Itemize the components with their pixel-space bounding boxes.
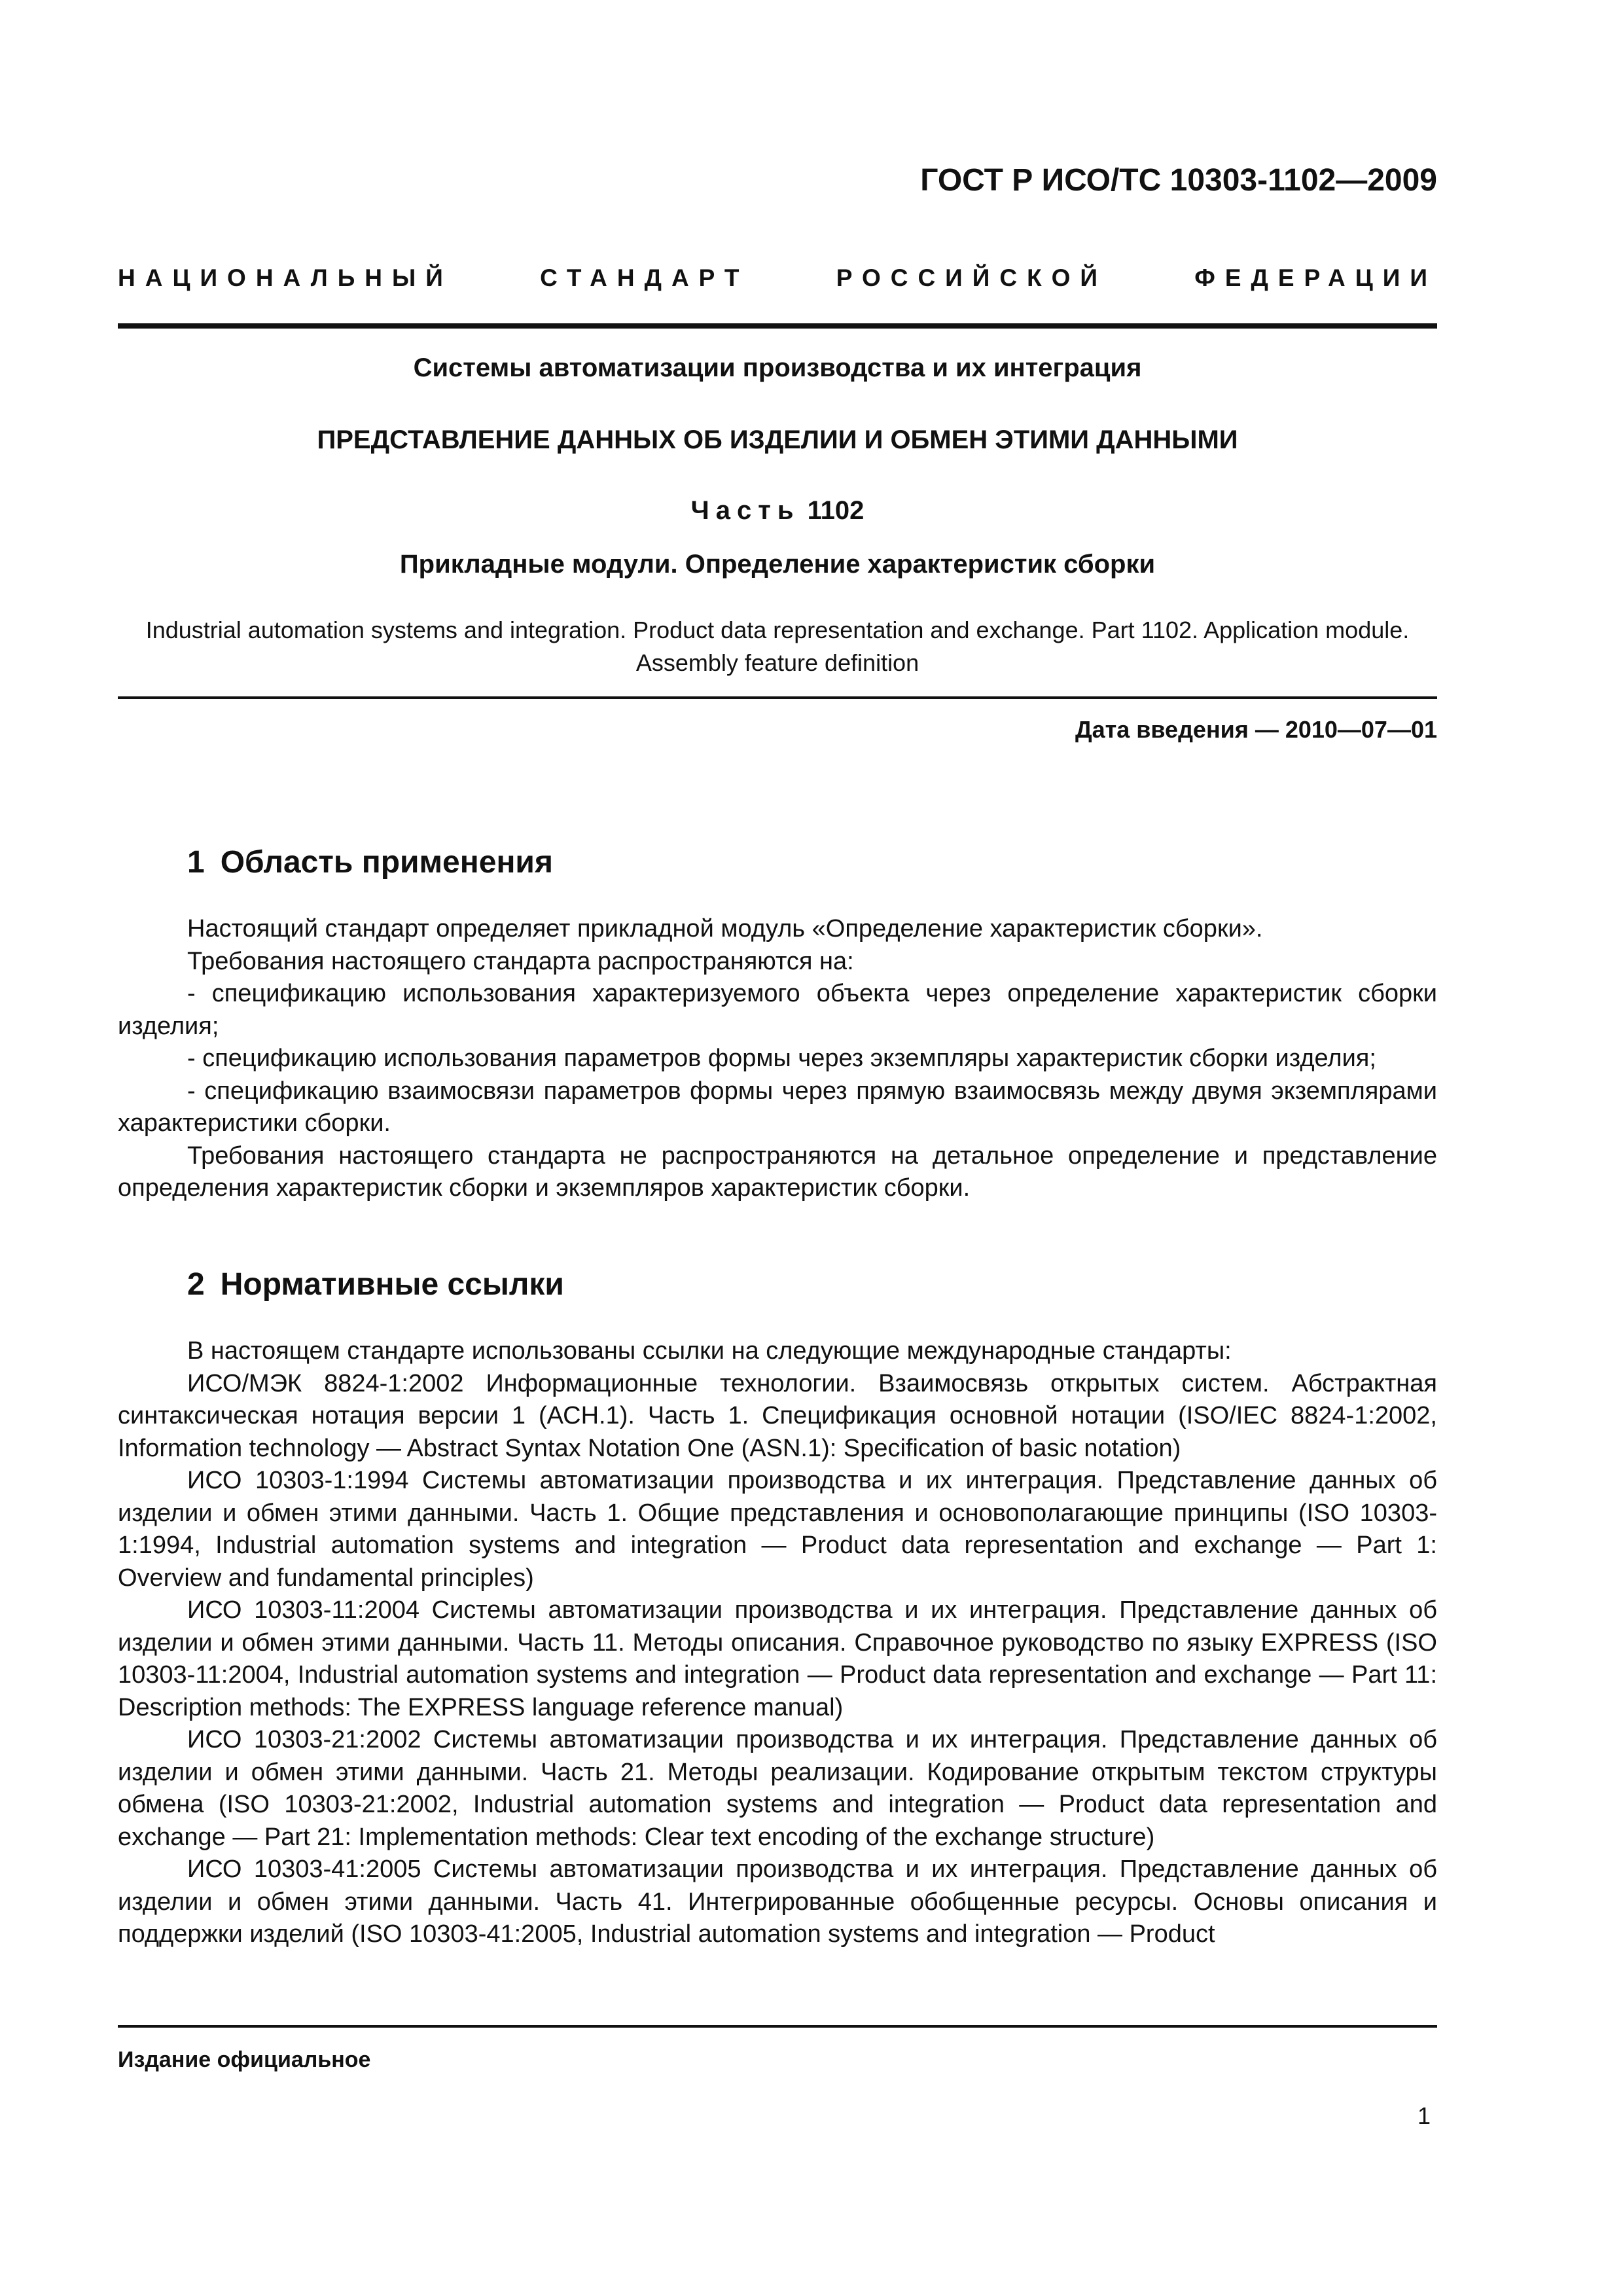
- section-1-heading: [187, 844, 553, 880]
- section-number: 2: [187, 1267, 205, 1302]
- english-title-line-1: Industrial automation systems and integration. Product data representation and exchange. Part 1102. Application module.: [145, 617, 1410, 643]
- paragraph: ИСО/МЭК 8824-1:2002 Информационные технологии. Взаимосвязь открытых систем. Абстрактная синтаксическая нотация версии 1 (АСН.1). Часть 1. Спецификация основной нотации (ISO/IEC 8824-1:2002, Information technology — Abstract Syntax Notation One (ASN.1): Specification of basic notation): [118, 1369, 1437, 1462]
- section-title: Область применения: [220, 845, 553, 880]
- banner-word: РОССИЙСКОЙ: [836, 264, 1108, 291]
- paragraph: ИСО 10303-21:2002 Системы автоматизации производства и их интеграция. Представление данных об изделии и обмен этими данными. Часть 21. Методы реализации. Кодирование открытым текстом структуры обмена (ISO 10303-21:2002, Industrial automation systems and integration — Product data representation and exchange — Part 21: Implementation methods: Clear text encoding of the exchange structure): [118, 1726, 1437, 1851]
- footer-rule: [118, 2025, 1437, 2028]
- title-part: [118, 496, 1437, 526]
- banner-word: ФЕДЕРАЦИИ: [1194, 264, 1437, 291]
- paragraph: - спецификацию использования параметров формы через экземпляры характеристик сборки изделия;: [187, 1045, 1376, 1072]
- national-standard-banner: [118, 264, 1437, 292]
- title-line-2: ПРЕДСТАВЛЕНИЕ ДАННЫХ ОБ ИЗДЕЛИИ И ОБМЕН ЭТИМИ ДАННЫМИ: [317, 425, 1238, 454]
- paragraph: Требования настоящего стандарта распространяются на:: [187, 947, 854, 975]
- paragraph: Настоящий стандарт определяет прикладной модуль «Определение характеристик сборки».: [187, 915, 1263, 942]
- section-number: 1: [187, 845, 205, 880]
- edition-label: Издание официальное: [118, 2047, 371, 2072]
- introduction-date: Дата введения — 2010—07—01: [1075, 716, 1437, 743]
- section-2-heading: [187, 1266, 564, 1302]
- paragraph: В настоящем стандарте использованы ссылки на следующие международные стандарты:: [187, 1337, 1232, 1365]
- banner-word: НАЦИОНАЛЬНЫЙ: [118, 264, 453, 291]
- document-page: [118, 0, 1437, 2296]
- section-2-body: [118, 1335, 1437, 1951]
- header-rule: [118, 323, 1437, 329]
- document-number: ГОСТ Р ИСО/ТС 10303-1102—2009: [920, 163, 1437, 198]
- paragraph: ИСО 10303-1:1994 Системы автоматизации производства и их интеграция. Представление данных об изделии и обмен этими данными. Часть 1. Общие представления и основополагающие принципы (ISO 10303-1:1994, Industrial automation systems and integration — Product data representation and exchange — Part 1: Overview and fundamental principles): [118, 1467, 1437, 1592]
- section-title: Нормативные ссылки: [220, 1267, 564, 1302]
- title-line-1: Системы автоматизации производства и их интеграция: [413, 353, 1142, 382]
- part-number: 1102: [807, 496, 865, 525]
- page-number: 1: [1417, 2102, 1431, 2129]
- title-rule: [118, 696, 1437, 699]
- paragraph: - спецификацию взаимосвязи параметров формы через прямую взаимосвязь между двумя экземплярами характеристики сборки.: [118, 1077, 1437, 1137]
- paragraph: ИСО 10303-41:2005 Системы автоматизации производства и их интеграция. Представление данных об изделии и обмен этими данными. Часть 41. Интегрированные обобщенные ресурсы. Основы описания и поддержки изделий (ISO 10303-41:2005, Industrial automation systems and integration — Product: [118, 1856, 1437, 1948]
- english-title-line-2: Assembly feature definition: [635, 649, 919, 676]
- paragraph: Требования настоящего стандарта не распространяются на детальное определение и представление определения характеристик сборки и экземпляров характеристик сборки.: [118, 1141, 1437, 1202]
- english-title: [118, 614, 1437, 679]
- part-word: Часть: [690, 496, 800, 525]
- title-line-4: Прикладные модули. Определение характеристик сборки: [399, 550, 1156, 579]
- banner-word: СТАНДАРТ: [540, 264, 749, 291]
- section-1-body: [118, 913, 1437, 1205]
- paragraph: ИСО 10303-11:2004 Системы автоматизации производства и их интеграция. Представление данных об изделии и обмен этими данными. Часть 11. Методы описания. Справочное руководство по языку EXPRESS (ISO 10303-11:2004, Industrial automation systems and integration — Product data representation and exchange — Part 11: Description methods: The EXPRESS language reference manual): [118, 1596, 1437, 1721]
- paragraph: - спецификацию использования характеризуемого объекта через определение характеристик сборки изделия;: [118, 980, 1437, 1040]
